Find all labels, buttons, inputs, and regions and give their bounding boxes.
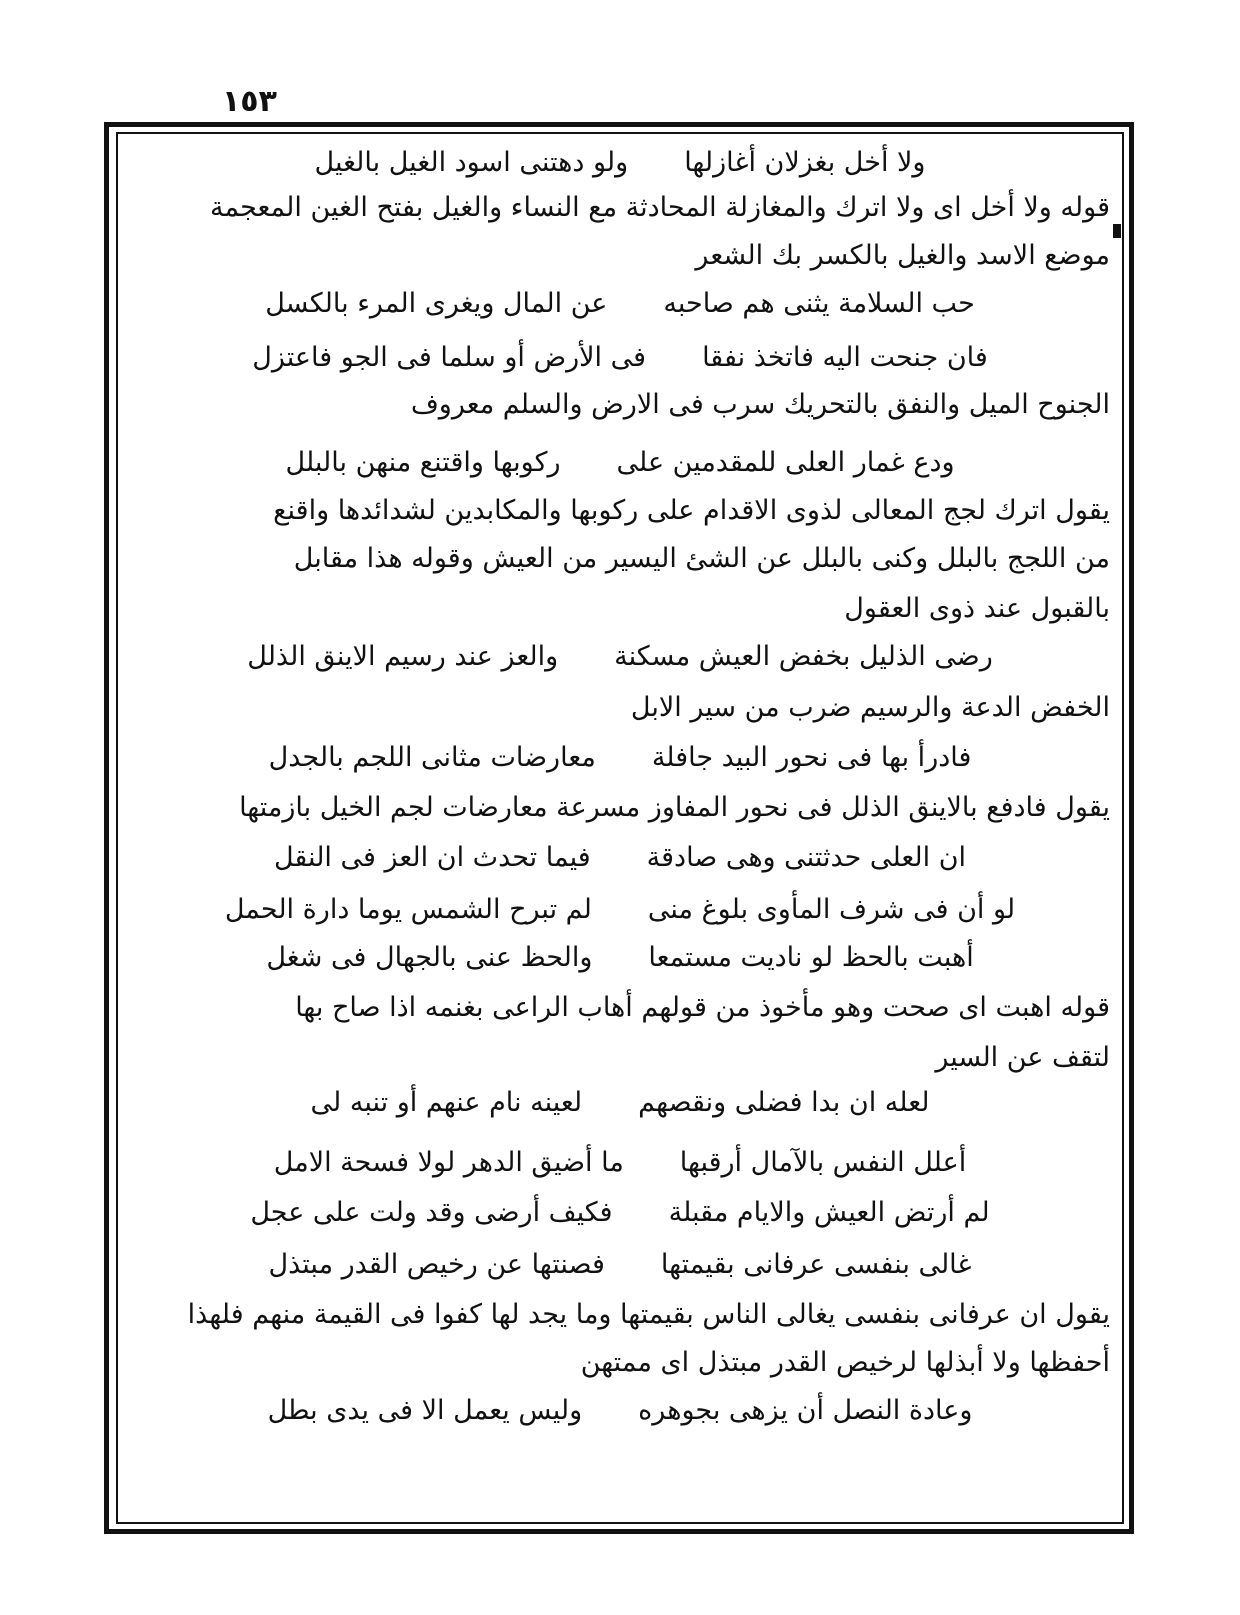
verse-line bbox=[130, 1140, 1110, 1186]
verse-hemistich-left: فى الأرض أو سلما فى الجو فاعتزل bbox=[252, 342, 647, 373]
verse-line bbox=[130, 140, 1110, 186]
commentary-line: بالقبول عند ذوى العقول bbox=[844, 593, 1110, 624]
verse-hemistich-right: لم أرتض العيش والايام مقبلة bbox=[668, 1197, 990, 1228]
verse-line bbox=[130, 281, 1110, 327]
margin-mark bbox=[1113, 224, 1121, 238]
verse-hemistich-left: معارضات مثانى اللجم بالجدل bbox=[268, 742, 596, 773]
commentary-line: لتقف عن السير bbox=[935, 1042, 1110, 1073]
verse-hemistich-left: ركوبها واقتنع منهن بالبلل bbox=[285, 447, 561, 478]
verse-hemistich-right: لو أن فى شرف المأوى بلوغ منى bbox=[647, 894, 1016, 925]
verse-hemistich-left: لعينه نام عنهم أو تنبه لى bbox=[310, 1087, 583, 1118]
commentary-line: يقول اترك لجج المعالى لذوى الاقدام على ركوبها والمكابدين لشدائدها واقنع bbox=[273, 495, 1110, 526]
verse-line bbox=[130, 1190, 1110, 1236]
page-number: ١٥٣ bbox=[222, 84, 277, 119]
verse-hemistich-right: غالى بنفسى عرفانى بقيمتها bbox=[660, 1249, 972, 1280]
verse-line bbox=[130, 440, 1110, 486]
verse-line bbox=[130, 1242, 1110, 1288]
verse-line bbox=[130, 634, 1110, 680]
verse-line bbox=[130, 887, 1110, 933]
verse-hemistich-right: حب السلامة يثنى هم صاحبه bbox=[663, 288, 975, 319]
verse-hemistich-left: وليس يعمل الا فى يدى بطل bbox=[267, 1395, 583, 1426]
verse-line bbox=[130, 1080, 1110, 1126]
verse-hemistich-right: أعلل النفس بالآمال أرقبها bbox=[679, 1147, 967, 1178]
commentary-line: يقول فادفع بالاينق الذلل فى نحور المفاوز مسرعة معارضات لجم الخيل بازمتها bbox=[239, 792, 1110, 823]
verse-hemistich-left: ما أضيق الدهر لولا فسحة الامل bbox=[273, 1147, 624, 1178]
verse-hemistich-left: فيما تحدث ان العز فى النقل bbox=[273, 842, 591, 873]
commentary-line: قوله ولا أخل اى ولا اترك والمغازلة المحادثة مع النساء والغيل بفتح الغين المعجمة bbox=[209, 192, 1110, 223]
verse-hemistich-right: لعله ان بدا فضلى ونقصهم bbox=[638, 1087, 930, 1118]
verse-hemistich-left: عن المال ويغرى المرء بالكسل bbox=[265, 288, 608, 319]
commentary-line: يقول ان عرفانى بنفسى يغالى الناس بقيمتها وما يجد لها كفوا فى القيمة منهم فلهذا bbox=[187, 1299, 1110, 1330]
verse-line bbox=[130, 735, 1110, 781]
commentary-line: الخفض الدعة والرسيم ضرب من سير الابل bbox=[630, 692, 1110, 723]
verse-hemistich-right: فادرأ بها فى نحور البيد جافلة bbox=[651, 742, 972, 773]
verse-hemistich-right: رضى الذليل بخفض العيش مسكنة bbox=[614, 641, 993, 672]
commentary-line: قوله اهبت اى صحت وهو مأخوذ من قولهم أهاب الراعى بغنمه اذا صاح بها bbox=[295, 992, 1110, 1023]
verse-hemistich-right: أهبت بالحظ لو ناديت مستمعا bbox=[648, 942, 974, 973]
commentary-line: موضع الاسد والغيل بالكسر بك الشعر bbox=[695, 240, 1110, 271]
verse-line bbox=[130, 935, 1110, 981]
verse-hemistich-left: ولو دهتنى اسود الغيل بالغيل bbox=[314, 147, 629, 178]
verse-hemistich-left: فكيف أرضى وقد ولت على عجل bbox=[250, 1197, 613, 1228]
verse-hemistich-right: ولا أخل بغزلان أغازلها bbox=[684, 147, 926, 178]
verse-hemistich-left: والعز عند رسيم الاينق الذلل bbox=[247, 641, 559, 672]
verse-line bbox=[130, 335, 1110, 381]
commentary-line: الجنوح الميل والنفق بالتحريك سرب فى الارض والسلم معروف bbox=[410, 389, 1110, 420]
text-body bbox=[130, 140, 1110, 1510]
verse-hemistich-left: لم تبرح الشمس يوما دارة الحمل bbox=[224, 894, 592, 925]
verse-hemistich-right: ودع غمار العلى للمقدمين على bbox=[616, 447, 955, 478]
commentary-line: أحفظها ولا أبذلها لرخيص القدر مبتذل اى ممتهن bbox=[580, 1347, 1110, 1378]
verse-hemistich-right: فان جنحت اليه فاتخذ نفقا bbox=[702, 342, 988, 373]
verse-hemistich-left: فصنتها عن رخيص القدر مبتذل bbox=[268, 1249, 605, 1280]
verse-hemistich-left: والحظ عنى بالجهال فى شغل bbox=[266, 942, 593, 973]
commentary-line: من اللجج بالبلل وكنى بالبلل عن الشئ اليسير من العيش وقوله هذا مقابل bbox=[293, 543, 1110, 574]
verse-hemistich-right: ان العلى حدثتنى وهى صادقة bbox=[646, 842, 967, 873]
verse-line bbox=[130, 1388, 1110, 1434]
verse-hemistich-right: وعادة النصل أن يزهى بجوهره bbox=[638, 1395, 973, 1426]
verse-line bbox=[130, 835, 1110, 881]
